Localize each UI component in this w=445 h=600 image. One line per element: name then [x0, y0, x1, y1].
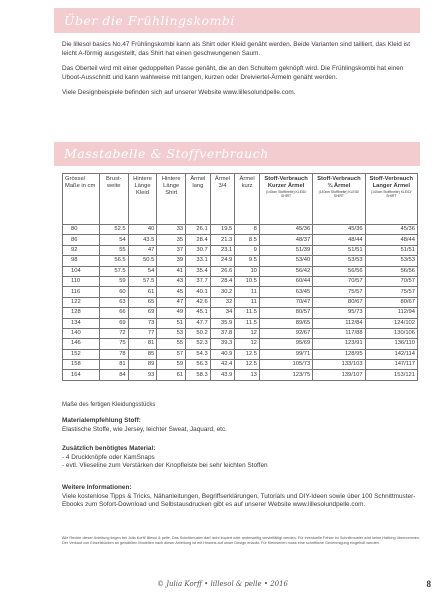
table-body: [63, 225, 418, 381]
extra-material-section: [62, 445, 422, 471]
table-header-label: Hintere Länge Kleid: [133, 176, 152, 196]
size-table: [62, 173, 418, 381]
table-header-row: [63, 174, 418, 225]
table-cell: 13: [235, 370, 260, 380]
table-cell: 84: [99, 370, 128, 380]
table-cell: 61: [157, 370, 186, 380]
table-cell: 53/53: [365, 256, 417, 266]
table-cell: 35.9: [210, 318, 235, 328]
table-cell: 8: [235, 225, 260, 235]
table-header-cell: [313, 174, 365, 225]
table-cell: 93: [128, 370, 157, 380]
table-cell: 128: [63, 308, 100, 318]
table-cell: 37.8: [210, 328, 235, 338]
table-row: [63, 308, 418, 318]
extra-material-item: - evtl. Vlieseline zum Verstärken der Knopfleiste bei sehr leichten Stoffen: [62, 462, 268, 470]
table-cell: 45/36: [365, 225, 417, 235]
table-cell: 39: [157, 256, 186, 266]
table-cell: 105/73: [259, 360, 312, 370]
table-cell: 40.9: [210, 349, 235, 359]
table-cell: 45/36: [313, 225, 365, 235]
table-cell: 60: [99, 287, 128, 297]
table-cell: 56.3: [186, 360, 211, 370]
table-cell: 55: [99, 245, 128, 255]
table-cell: 104: [63, 266, 100, 276]
table-cell: 51/51: [313, 245, 365, 255]
table-header-label: Brust-weite: [106, 176, 122, 189]
table-cell: 39.3: [210, 339, 235, 349]
table-cell: 80/67: [365, 297, 417, 307]
table-header-label: Ärmel kurz: [239, 176, 255, 189]
table-cell: 37: [157, 245, 186, 255]
table-cell: 8.5: [235, 235, 260, 245]
table-cell: 26.6: [210, 266, 235, 276]
table-header-cell: [186, 174, 211, 225]
table-row: [63, 318, 418, 328]
table-cell: 11.5: [235, 318, 260, 328]
table-cell: 147/117: [365, 360, 417, 370]
intro-paragraph: Die lillesol basics No.47 Frühlingskombi kann als Shirt oder Kleid genäht werden. Beide Varianten sind tailliert, das Kleid ist leicht A-förmig ausgestellt, das Shirt hat einen geschwungenen Saum.: [62, 41, 410, 57]
table-cell: 53: [157, 328, 186, 338]
table-cell: 53/40: [259, 256, 312, 266]
table-cell: 95/69: [259, 339, 312, 349]
table-cell: 65: [128, 297, 157, 307]
table-cell: 70/57: [365, 276, 417, 286]
extra-material-heading: Zusätzlich benötigtes Material:: [62, 445, 156, 452]
table-cell: 146: [63, 339, 100, 349]
table-cell: 57.5: [99, 266, 128, 276]
table-row: [63, 245, 418, 255]
table-row: [63, 276, 418, 286]
table-cell: 11: [235, 287, 260, 297]
table-header-cell: [365, 174, 417, 225]
table-cell: 140: [63, 328, 100, 338]
table-cell: 57.5: [128, 276, 157, 286]
table-cell: 72: [99, 328, 128, 338]
table-cell: 57: [157, 349, 186, 359]
table-cell: 59: [157, 360, 186, 370]
table-cell: 61: [128, 287, 157, 297]
table-header-label: Stoff-Verbrauch ¾ Ärmel: [317, 176, 361, 189]
table-cell: 152: [63, 349, 100, 359]
table-cell: 89: [128, 360, 157, 370]
info-section: [62, 484, 422, 510]
table-cell: 77: [128, 328, 157, 338]
table-header-cell: [128, 174, 157, 225]
table-cell: 42.6: [186, 297, 211, 307]
table-cell: 11.5: [235, 308, 260, 318]
table-row: [63, 225, 418, 235]
table-cell: 81: [99, 360, 128, 370]
table-cell: 42.4: [210, 360, 235, 370]
table-cell: 12.5: [235, 349, 260, 359]
table-cell: 43.9: [210, 370, 235, 380]
table-cell: 63/45: [259, 287, 312, 297]
table-cell: 43.5: [128, 235, 157, 245]
table-cell: 85: [128, 349, 157, 359]
table-cell: 110: [63, 276, 100, 286]
table-row: [63, 339, 418, 349]
table-header-label: Ärmel lang: [190, 176, 206, 189]
table-row: [63, 370, 418, 380]
table-cell: 95/73: [313, 308, 365, 318]
table-cell: 19.5: [210, 225, 235, 235]
table-cell: 50.5: [128, 256, 157, 266]
table-cell: 112/84: [313, 318, 365, 328]
table-cell: 51: [157, 318, 186, 328]
table-cell: 56/56: [365, 266, 417, 276]
intro-paragraph: Viele Designbeispiele befinden sich auf unserer Website www.lillesolundpelle.com.: [62, 89, 296, 96]
table-header-label: Stoff-Verbrauch Kurzer Ärmel: [264, 176, 308, 189]
table-cell: 122: [63, 297, 100, 307]
table-header-cell: [235, 174, 260, 225]
table-cell: 28.4: [186, 235, 211, 245]
table-cell: 142/114: [365, 349, 417, 359]
table-header-sublabel: (140cm Stoffbreite) KLEID/ SHIRT: [318, 190, 360, 198]
table-cell: 32: [210, 297, 235, 307]
table-cell: 30.2: [210, 287, 235, 297]
table-cell: 12: [235, 339, 260, 349]
table-cell: 24.9: [210, 256, 235, 266]
table-cell: 9: [235, 245, 260, 255]
table-cell: 117/88: [313, 328, 365, 338]
table-cell: 48/44: [313, 235, 365, 245]
table-cell: 75: [99, 339, 128, 349]
table-cell: 136/110: [365, 339, 417, 349]
table-cell: 139/107: [313, 370, 365, 380]
legal-notice: Alle Rechte dieser Anleitung liegen bei Julia Korff/ lillesol & pelle. Das Schnittmuster darf nicht kopiert oder anderweitig vervielfältigt werden. Für eventuelle Fehler im Schnittmuster wird keine Haftung übernommen. Der Verkauf von Einzelstücken an gewählten Modellen nach dieser Anleitung ist mit Hinweis auf unser Design erlaubt. Für Kleinserien muss eine schriftliche Genehmigung eingeholt werden.: [62, 536, 421, 545]
table-cell: 134: [63, 318, 100, 328]
table-header-cell: [157, 174, 186, 225]
table-header-label: Hintere Länge Shirt: [161, 176, 181, 196]
table-cell: 81: [128, 339, 157, 349]
table-cell: 11: [235, 297, 260, 307]
table-cell: 54: [128, 266, 157, 276]
table-cell: 33: [157, 225, 186, 235]
table-cell: 50.2: [186, 328, 211, 338]
table-cell: 75/57: [313, 287, 365, 297]
table-cell: 45/36: [259, 225, 312, 235]
table-row: [63, 287, 418, 297]
table-cell: 26.1: [186, 225, 211, 235]
table-cell: 70/47: [259, 297, 312, 307]
table-cell: 28.4: [210, 276, 235, 286]
table-cell: 112/94: [365, 308, 417, 318]
table-cell: 12.5: [235, 360, 260, 370]
intro-text: [62, 40, 422, 103]
table-cell: 55: [157, 339, 186, 349]
table-cell: 60/44: [259, 276, 312, 286]
table-cell: 54: [99, 235, 128, 245]
table-cell: 9.5: [235, 256, 260, 266]
table-cell: 34: [210, 308, 235, 318]
table-cell: 47: [128, 245, 157, 255]
table-header-cell: [210, 174, 235, 225]
table-header-cell: [63, 174, 100, 225]
table-header-cell: [259, 174, 312, 225]
table-cell: 89/65: [259, 318, 312, 328]
table-cell: 80/67: [313, 297, 365, 307]
table-cell: 37.7: [186, 276, 211, 286]
table-cell: 10: [235, 266, 260, 276]
material-section: [62, 417, 422, 434]
footer-copyright: © Julia Korff • lillesol & pelle • 2016: [156, 580, 289, 588]
table-cell: 116: [63, 287, 100, 297]
table-cell: 164: [63, 370, 100, 380]
table-cell: 52.3: [186, 339, 211, 349]
table-cell: 92: [63, 245, 100, 255]
table-cell: 158: [63, 360, 100, 370]
table-cell: 10.5: [235, 276, 260, 286]
table-cell: 56/56: [313, 266, 365, 276]
table-row: [63, 235, 418, 245]
table-cell: 21.3: [210, 235, 235, 245]
extra-material-item: - 4 Druckknöpfe oder KamSnaps: [62, 453, 155, 461]
table-header-cell: [99, 174, 128, 225]
table-cell: 43: [157, 276, 186, 286]
table-cell: 47: [157, 297, 186, 307]
table-cell: 59: [99, 276, 128, 286]
table-cell: 78: [99, 349, 128, 359]
table-cell: 45: [157, 287, 186, 297]
table-row: [63, 266, 418, 276]
table-cell: 153/121: [365, 370, 417, 380]
table-cell: 51/51: [365, 245, 417, 255]
table-row: [63, 256, 418, 266]
table-cell: 53/53: [313, 256, 365, 266]
table-header-sublabel: (140cm Stoffbreite) KLEID/ SHIRT: [371, 190, 412, 198]
table-header-label: Grösse/ Maße in cm: [65, 176, 96, 189]
table-row: [63, 328, 418, 338]
material-heading: Materialempfehlung Stoff:: [62, 417, 141, 424]
table-cell: 54.3: [186, 349, 211, 359]
table-cell: 35: [157, 235, 186, 245]
table-cell: 58.3: [186, 370, 211, 380]
table-cell: 41: [157, 266, 186, 276]
page-number: 8: [426, 579, 431, 589]
table-header-label: Stoff-Verbrauch Langer Ärmel: [369, 176, 414, 189]
table-cell: 70/57: [313, 276, 365, 286]
table-cell: 35.4: [186, 266, 211, 276]
table-cell: 47.7: [186, 318, 211, 328]
info-text: Viele kostenlose Tipps & Tricks, Nähanleitungen, Begriffserklärungen, Tutorials und DIY-Ideen sowie über 100 Schnittmuster-Ebooks zum Sofort-Download und Selbstausdrucken gibt es auf unserer Website www.lillesolundpelle.com.: [62, 492, 416, 509]
table-cell: 23.1: [210, 245, 235, 255]
table-cell: 33.1: [186, 256, 211, 266]
table-cell: 63: [99, 297, 128, 307]
table-cell: 69: [128, 308, 157, 318]
info-heading: Weitere Informationen:: [62, 484, 132, 491]
table-cell: 66: [99, 308, 128, 318]
table-cell: 123/75: [259, 370, 312, 380]
table-cell: 51/39: [259, 245, 312, 255]
table-cell: 80/57: [259, 308, 312, 318]
table-row: [63, 297, 418, 307]
table-cell: 130/106: [365, 328, 417, 338]
material-text: Elastische Stoffe, wie Jersey, leichter Sweat, Jaquard, etc.: [62, 425, 227, 433]
table-cell: 48/44: [365, 235, 417, 245]
section-banner-table: Masstabelle & Stoffverbrauch: [54, 142, 420, 166]
table-header-sublabel: (140cm Stoffbreite) KLEID/ SHIRT: [265, 190, 307, 198]
table-cell: 73: [128, 318, 157, 328]
table-cell: 92/67: [259, 328, 312, 338]
table-header-label: Ärmel 3/4: [214, 176, 231, 189]
intro-paragraph: Das Oberteil wird mit einer gedoppelten Passe genäht, die an den Schultern geknöpft wird. Die Frühlingskombi hat einen Uboot-Ausschnitt und kann wahlweise mit langen, kurzen oder Dreiviertel-Ärmeln genäht werden.: [62, 65, 404, 81]
table-cell: 69: [99, 318, 128, 328]
table-cell: 48/37: [259, 235, 312, 245]
table-cell: 133/103: [313, 360, 365, 370]
table-cell: 123/91: [313, 339, 365, 349]
table-cell: 12: [235, 328, 260, 338]
table-cell: 128/95: [313, 349, 365, 359]
table-cell: 56.5: [99, 256, 128, 266]
table-cell: 49: [157, 308, 186, 318]
table-cell: 56/42: [259, 266, 312, 276]
table-cell: 98: [63, 256, 100, 266]
section-banner-intro: Über die Frühlingskombi: [54, 8, 420, 33]
table-cell: 52.5: [99, 225, 128, 235]
table-cell: 40: [128, 225, 157, 235]
table-cell: 45.1: [186, 308, 211, 318]
table-cell: 30.7: [186, 245, 211, 255]
table-cell: 99/71: [259, 349, 312, 359]
table-cell: 86: [63, 235, 100, 245]
table-cell: 80: [63, 225, 100, 235]
table-caption: Maße des fertigen Kleidungsstücks: [62, 402, 156, 408]
table-row: [63, 360, 418, 370]
table-row: [63, 349, 418, 359]
table-cell: 40.1: [186, 287, 211, 297]
table-cell: 124/102: [365, 318, 417, 328]
table-cell: 75/57: [365, 287, 417, 297]
